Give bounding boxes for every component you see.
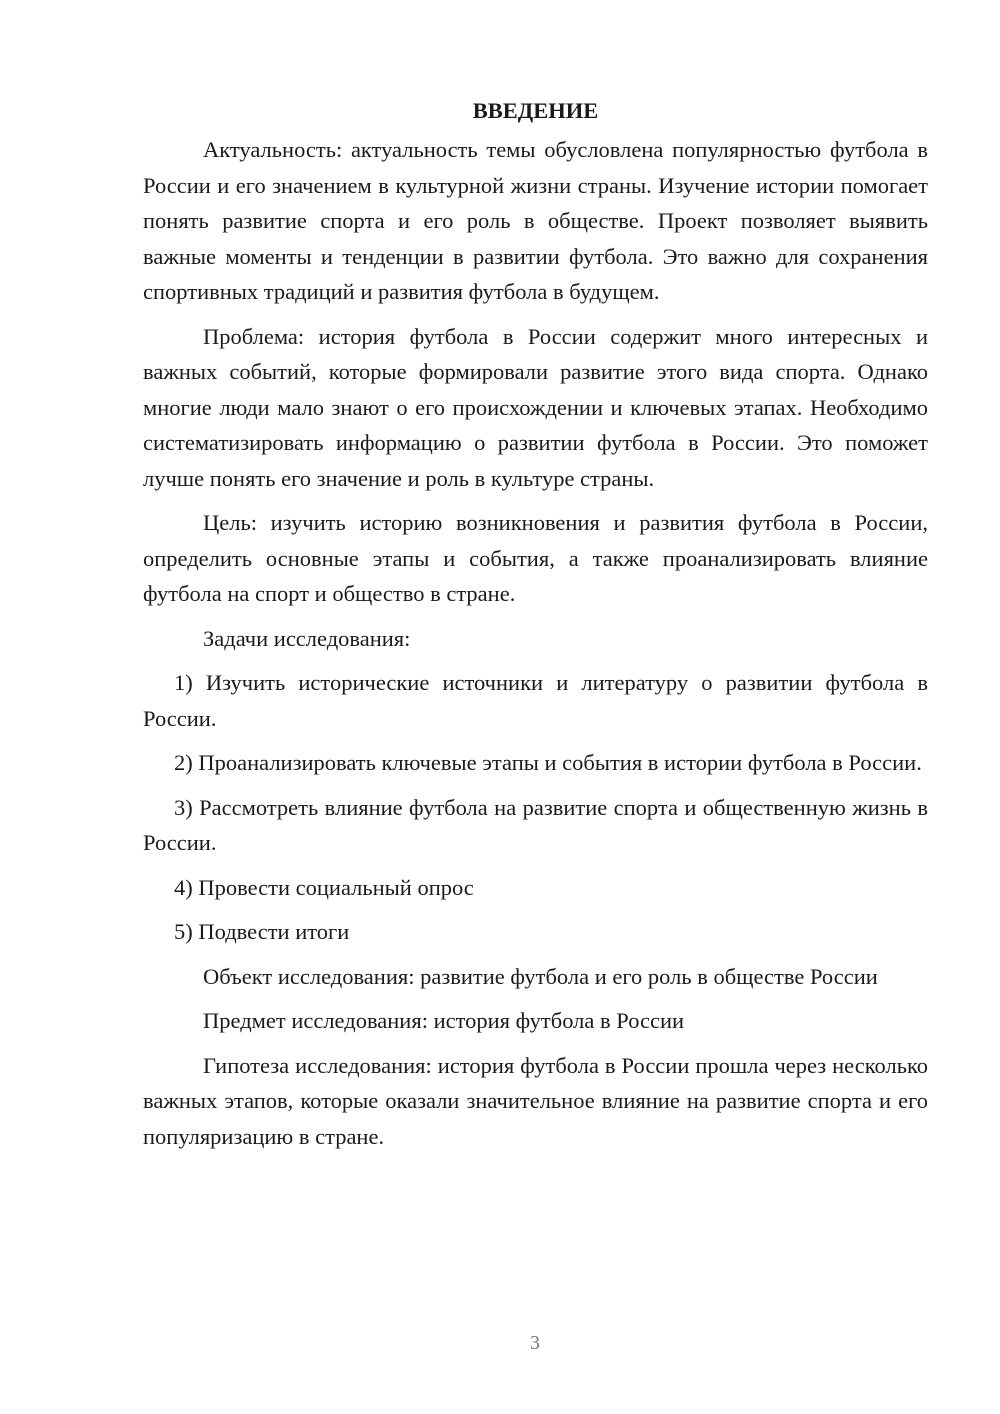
- task-item-5: 5) Подвести итоги: [174, 919, 350, 944]
- paragraph-problem: Проблема: история футбола в России содержит много интересных и важных событий, которые формировали развитие этого вида спорта. Однако многие люди мало знают о его происхождении и ключевых этапах. Необходимо систематизировать информацию о развитии футбола в России. Это поможет лучше понять его значение и роль в культуре страны.: [143, 323, 928, 491]
- paragraph-hypothesis: Гипотеза исследования: история футбола в России прошла через несколько важных этапов, которые оказали значительное влияние на развитие спорта и его популяризацию в стране.: [143, 1052, 928, 1149]
- task-item-2: 2) Проанализировать ключевые этапы и события в истории футбола в России.: [174, 750, 922, 775]
- page-number: 3: [530, 1332, 540, 1354]
- task-item-3: 3) Рассмотреть влияние футбола на развитие спорта и общественную жизнь в России.: [143, 794, 928, 855]
- task-item-4: 4) Провести социальный опрос: [174, 874, 474, 900]
- paragraph-relevance: Актуальность: актуальность темы обусловлена популярностью футбола в России и его значением в культурной жизни страны. Изучение истории помогает понять развитие спорта и его роль в обществе. Проект позволяет выявить важные моменты и тенденции в развитии футбола. Это важно для сохранения спортивных традиций и развития футбола в будущем.: [143, 137, 928, 304]
- task-item-1: 1) Изучить исторические источники и литературу о развитии футбола в России.: [143, 670, 928, 731]
- paragraph-subject: Предмет исследования: история футбола в России: [203, 1008, 685, 1033]
- paragraph-tasks-heading: Задачи исследования:: [203, 625, 411, 651]
- paragraph-object: Объект исследования: развитие футбола и его роль в обществе России: [203, 963, 878, 989]
- page-content: [143, 90, 928, 1163]
- paragraph-goal: Цель: изучить историю возникновения и развития футбола в России, определить основные этапы и события, а также проанализировать влияние футбола на спорт и общество в стране.: [143, 510, 928, 606]
- section-title: ВВЕДЕНИЕ: [472, 98, 599, 123]
